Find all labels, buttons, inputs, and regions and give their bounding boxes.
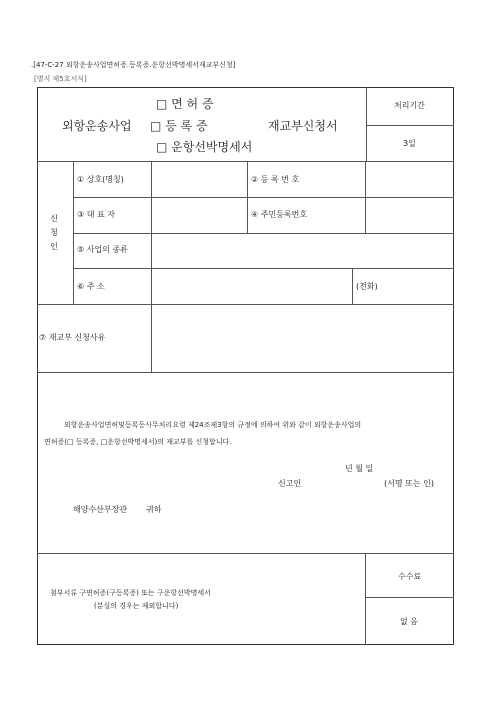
fee-value: 없 음 xyxy=(400,617,418,626)
attachment-note: (분실의 경우는 제외합니다) xyxy=(94,602,179,610)
statement-line1: 외항운송사업면허및등록등사무처리요령 제24조제3항의 규정에 의하여 위와 같이 외항운송사업의 xyxy=(64,421,362,429)
document-title: 재교부신청서 xyxy=(268,119,338,133)
form-number: [별지 제5호서식] xyxy=(34,75,87,83)
resident-number-field[interactable] xyxy=(366,198,453,232)
processing-period-label: 처리기간 xyxy=(394,101,425,110)
applicant-signature-label: 신고인 xyxy=(278,479,302,488)
business-type-label: ⑤ 사업의 종류 xyxy=(77,245,128,254)
applicant-section-label: 신 청 인 xyxy=(50,214,58,251)
reason-field[interactable] xyxy=(152,305,453,371)
registration-number-label: ② 등 록 번 호 xyxy=(251,175,300,184)
company-name-field[interactable] xyxy=(152,162,246,196)
representative-field[interactable] xyxy=(152,198,246,232)
business-type-field[interactable] xyxy=(152,234,453,267)
reason-label: ⑦ 재교부 신청사유 xyxy=(39,333,106,342)
attachment-documents: 첨부서류 구면허증(구등록증) 또는 구운항선박명세서 xyxy=(50,589,211,597)
recipient-honorific: 귀하 xyxy=(146,505,162,514)
resident-number-label: ④ 주민등록번호 xyxy=(251,210,308,219)
option-license: □ 면 허 증 xyxy=(156,97,214,111)
phone-label: (전화) xyxy=(356,282,378,291)
company-name-label: ① 상호(명칭) xyxy=(77,175,124,184)
business-name: 외항운송사업 xyxy=(62,119,132,133)
address-label: ⑥ 주 소 xyxy=(77,282,105,291)
option-vessel-list: □ 운항선박명세서 xyxy=(156,140,253,154)
address-field[interactable] xyxy=(152,269,351,303)
processing-period-value: 3일 xyxy=(403,139,416,148)
option-registration: □ 등 록 증 xyxy=(150,119,208,133)
recipient: 해양수산부장관 xyxy=(73,505,128,514)
date-line: 년 월 일 xyxy=(345,464,374,473)
registration-number-field[interactable] xyxy=(366,162,453,196)
statement-line2: 면허증(□ 등록증, □운항선박명세서)의 재교부를 신청합니다. xyxy=(44,438,232,446)
fee-label: 수수료 xyxy=(398,572,422,581)
document-code: .[47-C-27 외항운송사업면허증.등록증.운항선박명세서재교부신청] xyxy=(31,61,236,69)
signature-or-seal: (서명 또는 인) xyxy=(384,479,434,488)
representative-label: ③ 대 표 자 xyxy=(77,210,115,219)
